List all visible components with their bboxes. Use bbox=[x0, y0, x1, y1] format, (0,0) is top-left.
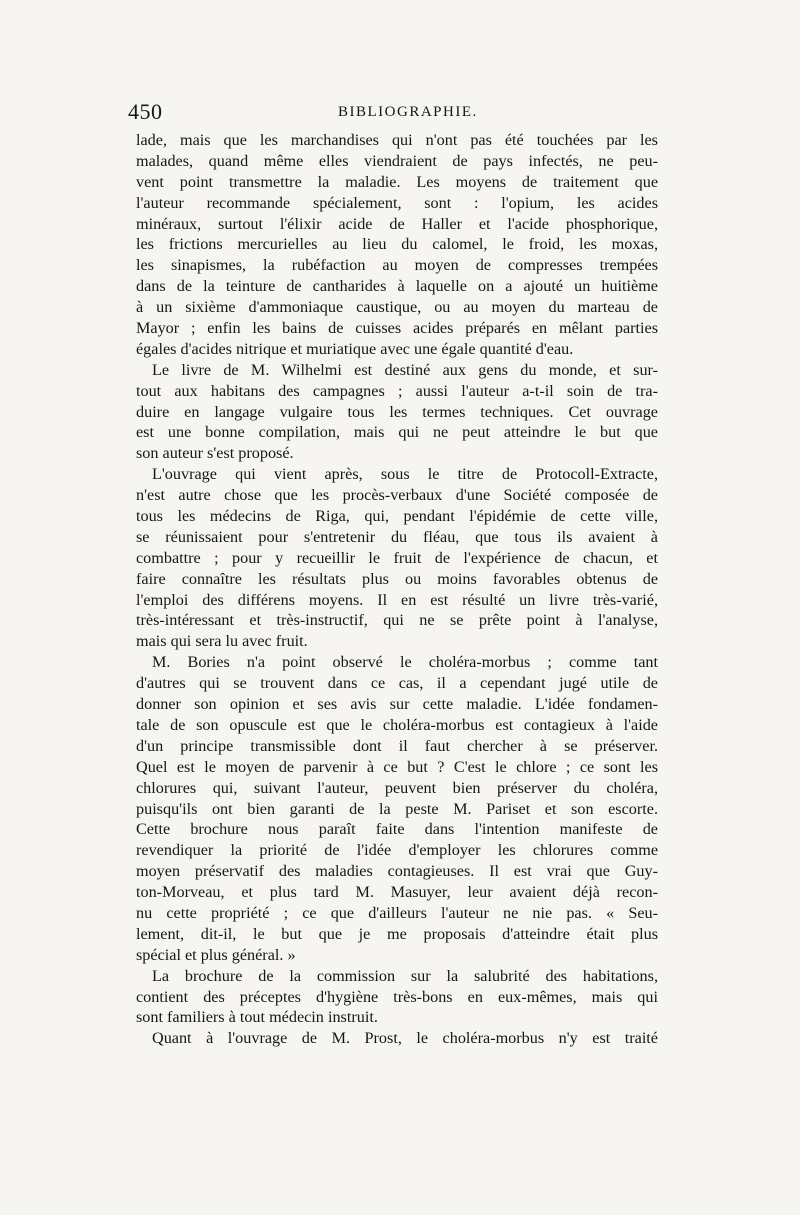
text-line: moyen préservatif des maladies contagieuses. Il est vrai que Guy- bbox=[136, 862, 658, 881]
text-line: revendiquer la priorité de l'idée d'employer les chlorures comme bbox=[136, 841, 658, 860]
text-line: lement, dit-il, le but que je me proposais d'atteindre était plus bbox=[136, 924, 658, 943]
text-line: combattre ; pour y recueillir le fruit de l'expérience de chacun, et bbox=[136, 548, 658, 567]
text-line: l'emploi des différens moyens. Il en est résulté un livre très-varié, bbox=[136, 590, 658, 609]
text-line: est une bonne compilation, mais qui ne peut atteindre le but que bbox=[136, 423, 658, 442]
text-line: ton-Morveau, et plus tard M. Masuyer, leur avaient déjà recon- bbox=[136, 883, 658, 902]
running-title: BIBLIOGRAPHIE. bbox=[338, 104, 478, 120]
text-line: dans de la teinture de cantharides à laquelle on a ajouté un huitième bbox=[136, 277, 658, 296]
text-line: nu cette propriété ; ce que d'ailleurs l'auteur ne nie pas. « Seu- bbox=[136, 903, 658, 922]
text-line: spécial et plus général. » bbox=[136, 945, 296, 964]
text-line: M. Bories n'a point observé le choléra-morbus ; comme tant bbox=[152, 653, 658, 672]
text-line: n'est autre chose que les procès-verbaux d'une Société composée de bbox=[136, 486, 658, 505]
text-line: lade, mais que les marchandises qui n'ont pas été touchées par les bbox=[136, 131, 658, 149]
text-line: chlorures qui, suivant l'auteur, peuvent bien préserver du choléra, bbox=[136, 778, 658, 797]
text-line: faire connaître les résultats plus ou moins favorables obtenus de bbox=[136, 569, 658, 588]
text-line: mais qui sera lu avec fruit. bbox=[136, 632, 308, 651]
text-line: Cette brochure nous paraît faite dans l'intention manifeste de bbox=[136, 820, 658, 839]
text-line: L'ouvrage qui vient après, sous le titre de Protocoll-Extracte, bbox=[152, 465, 658, 484]
body-text bbox=[136, 130, 658, 1049]
text-line: à un sixième d'ammoniaque caustique, ou au moyen du marteau de bbox=[136, 298, 658, 317]
text-line: donner son opinion et ses avis sur cette maladie. L'idée fondamen- bbox=[136, 695, 658, 714]
text-line: vent point transmettre la maladie. Les moyens de traitement que bbox=[136, 172, 658, 191]
text-line: minéraux, surtout l'élixir acide de Haller et l'acide phosphorique, bbox=[136, 214, 658, 233]
text-line: Quel est le moyen de parvenir à ce but ? C'est le chlore ; ce sont les bbox=[136, 757, 658, 776]
text-line: duire en langage vulgaire tous les termes techniques. Cet ouvrage bbox=[136, 402, 658, 421]
text-line: puisqu'ils ont bien garanti de la peste M. Pariset et son escorte. bbox=[136, 799, 658, 818]
text-line: Le livre de M. Wilhelmi est destiné aux gens du monde, et sur- bbox=[152, 360, 658, 379]
text-line: son auteur s'est proposé. bbox=[136, 444, 294, 463]
text-line: très-intéressant et très-instructif, qui ne se prête point à l'analyse, bbox=[136, 611, 658, 630]
text-line: tous les médecins de Riga, qui, pendant l'épidémie de cette ville, bbox=[136, 507, 658, 526]
text-line: d'un principe transmissible dont il faut chercher à se préserver. bbox=[136, 736, 658, 755]
text-line: malades, quand même elles viendraient de pays infectés, ne peu- bbox=[136, 151, 658, 170]
text-line: Mayor ; enfin les bains de cuisses acides préparés en mêlant parties bbox=[136, 319, 658, 338]
text-line: sont familiers à tout médecin instruit. bbox=[136, 1008, 378, 1027]
text-line: se réunissaient pour s'entretenir du fléau, que tous ils avaient à bbox=[136, 527, 658, 546]
text-line: La brochure de la commission sur la salubrité des habitations, bbox=[152, 966, 658, 985]
text-line: les frictions mercurielles au lieu du calomel, le froid, les moxas, bbox=[136, 235, 658, 254]
text-line: tale de son opuscule est que le choléra-morbus est contagieux à l'aide bbox=[136, 715, 658, 734]
text-line: l'auteur recommande spécialement, sont : l'opium, les acides bbox=[136, 193, 658, 212]
text-line: contient des préceptes d'hygiène très-bons en eux-mêmes, mais qui bbox=[136, 987, 658, 1006]
text-line: égales d'acides nitrique et muriatique avec une égale quantité d'eau. bbox=[136, 339, 574, 358]
text-line: les sinapismes, la rubéfaction au moyen de compresses trempées bbox=[136, 256, 658, 275]
text-line: tout aux habitans des campagnes ; aussi l'auteur a-t-il soin de tra- bbox=[136, 381, 658, 400]
text-line: d'autres qui se trouvent dans ce cas, il a cependant jugé utile de bbox=[136, 674, 658, 693]
text-line: Quant à l'ouvrage de M. Prost, le choléra-morbus n'y est traité bbox=[152, 1029, 658, 1048]
page-number: 450 bbox=[128, 99, 163, 124]
page-header bbox=[128, 99, 660, 125]
